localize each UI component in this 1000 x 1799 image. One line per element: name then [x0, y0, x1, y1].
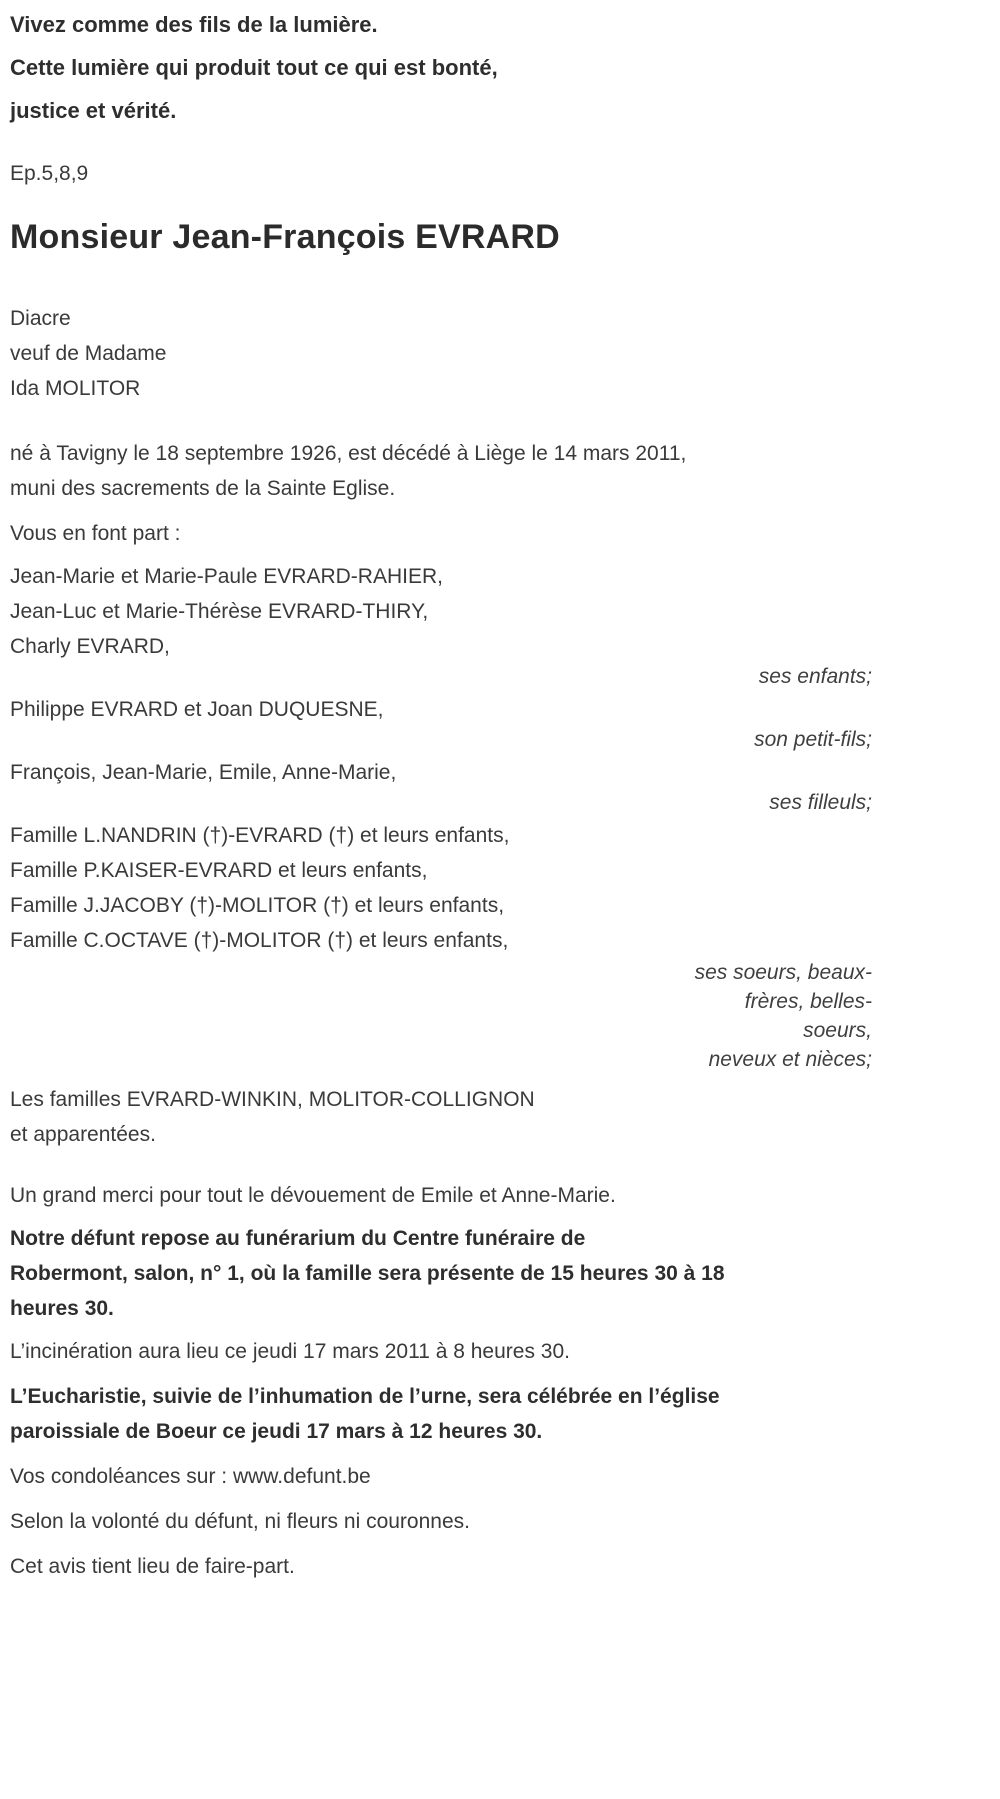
birth-death-paragraph [10, 436, 872, 506]
scripture-reference: Ep.5,8,9 [10, 162, 89, 185]
family-group-godchildren [10, 755, 872, 816]
wishes-line: Selon la volonté du défunt, ni fleurs ni couronnes. [10, 1510, 470, 1533]
relation-line: neveux et nièces; [708, 1048, 872, 1071]
eucharist-line: paroissiale de Boeur ce jeudi 17 mars à 12 heures 30. [10, 1420, 543, 1443]
family-member-line: Jean-Marie et Marie-Paule EVRARD-RAHIER, [10, 565, 443, 588]
related-families-line: et apparentées. [10, 1123, 156, 1146]
spouse-name: Ida MOLITOR [10, 377, 141, 400]
announcement-intro: Vous en font part : [10, 522, 181, 545]
family-group-grandson [10, 692, 872, 753]
eucharist-line: L’Eucharistie, suivie de l’inhumation de l’urne, sera célébrée en l’église [10, 1385, 720, 1408]
thanks-line: Un grand merci pour tout le dévouement de Emile et Anne-Marie. [10, 1184, 616, 1207]
family-member-line: François, Jean-Marie, Emile, Anne-Marie, [10, 761, 397, 784]
family-member-line: Charly EVRARD, [10, 635, 170, 658]
cremation-line: L’incinération aura lieu ce jeudi 17 mars 2011 à 8 heures 30. [10, 1340, 570, 1363]
closing-line: Cet avis tient lieu de faire-part. [10, 1555, 295, 1578]
condolences-line: Vos condoléances sur : www.defunt.be [10, 1465, 371, 1488]
deceased-role: Diacre [10, 307, 71, 330]
family-member-line: Famille J.JACOBY (†)-MOLITOR (†) et leurs enfants, [10, 894, 505, 917]
eucharist-paragraph [10, 1379, 872, 1449]
family-member-line: Famille C.OCTAVE (†)-MOLITOR (†) et leurs enfants, [10, 929, 509, 952]
related-families-line: Les familles EVRARD-WINKIN, MOLITOR-COLLIGNON [10, 1088, 535, 1111]
funeral-home-line: Notre défunt repose au funérarium du Centre funéraire de [10, 1227, 586, 1250]
funeral-home-line: heures 30. [10, 1297, 114, 1320]
family-member-line: Jean-Luc et Marie-Thérèse EVRARD-THIRY, [10, 600, 429, 623]
relation-line: soeurs, [803, 1019, 872, 1042]
family-member-line: Philippe EVRARD et Joan DUQUESNE, [10, 698, 384, 721]
epigraph [10, 10, 872, 126]
relation-line: ses filleuls; [769, 791, 872, 814]
widower-line: veuf de Madame [10, 342, 167, 365]
family-member-line: Famille L.NANDRIN (†)-EVRARD (†) et leurs enfants, [10, 824, 510, 847]
family-group-extended [10, 818, 872, 1074]
related-families-paragraph [10, 1082, 872, 1152]
relation-label-children [10, 664, 872, 690]
funeral-home-line: Robermont, salon, n° 1, où la famille sera présente de 15 heures 30 à 18 [10, 1262, 725, 1285]
epigraph-line-2: Cette lumière qui produit tout ce qui est bonté, [10, 55, 498, 80]
deceased-status [10, 301, 872, 406]
birth-death-line-2: muni des sacrements de la Sainte Eglise. [10, 477, 396, 500]
family-member-line: Famille P.KAISER-EVRARD et leurs enfants, [10, 859, 428, 882]
relation-line: frères, belles- [744, 990, 872, 1013]
relation-label-godchildren [10, 790, 872, 816]
relation-line: son petit-fils; [754, 728, 872, 751]
birth-death-line-1: né à Tavigny le 18 septembre 1926, est décédé à Liège le 14 mars 2011, [10, 442, 687, 465]
page-title: Monsieur Jean-François EVRARD [10, 218, 560, 256]
relation-line: ses soeurs, beaux- [694, 961, 872, 984]
relation-label-extended [10, 958, 872, 1074]
funeral-home-paragraph [10, 1221, 872, 1326]
relation-label-grandson [10, 727, 872, 753]
relation-line: ses enfants; [758, 665, 872, 688]
epigraph-line-1: Vivez comme des fils de la lumière. [10, 12, 378, 37]
epigraph-line-3: justice et vérité. [10, 98, 177, 123]
family-group-children [10, 559, 872, 690]
